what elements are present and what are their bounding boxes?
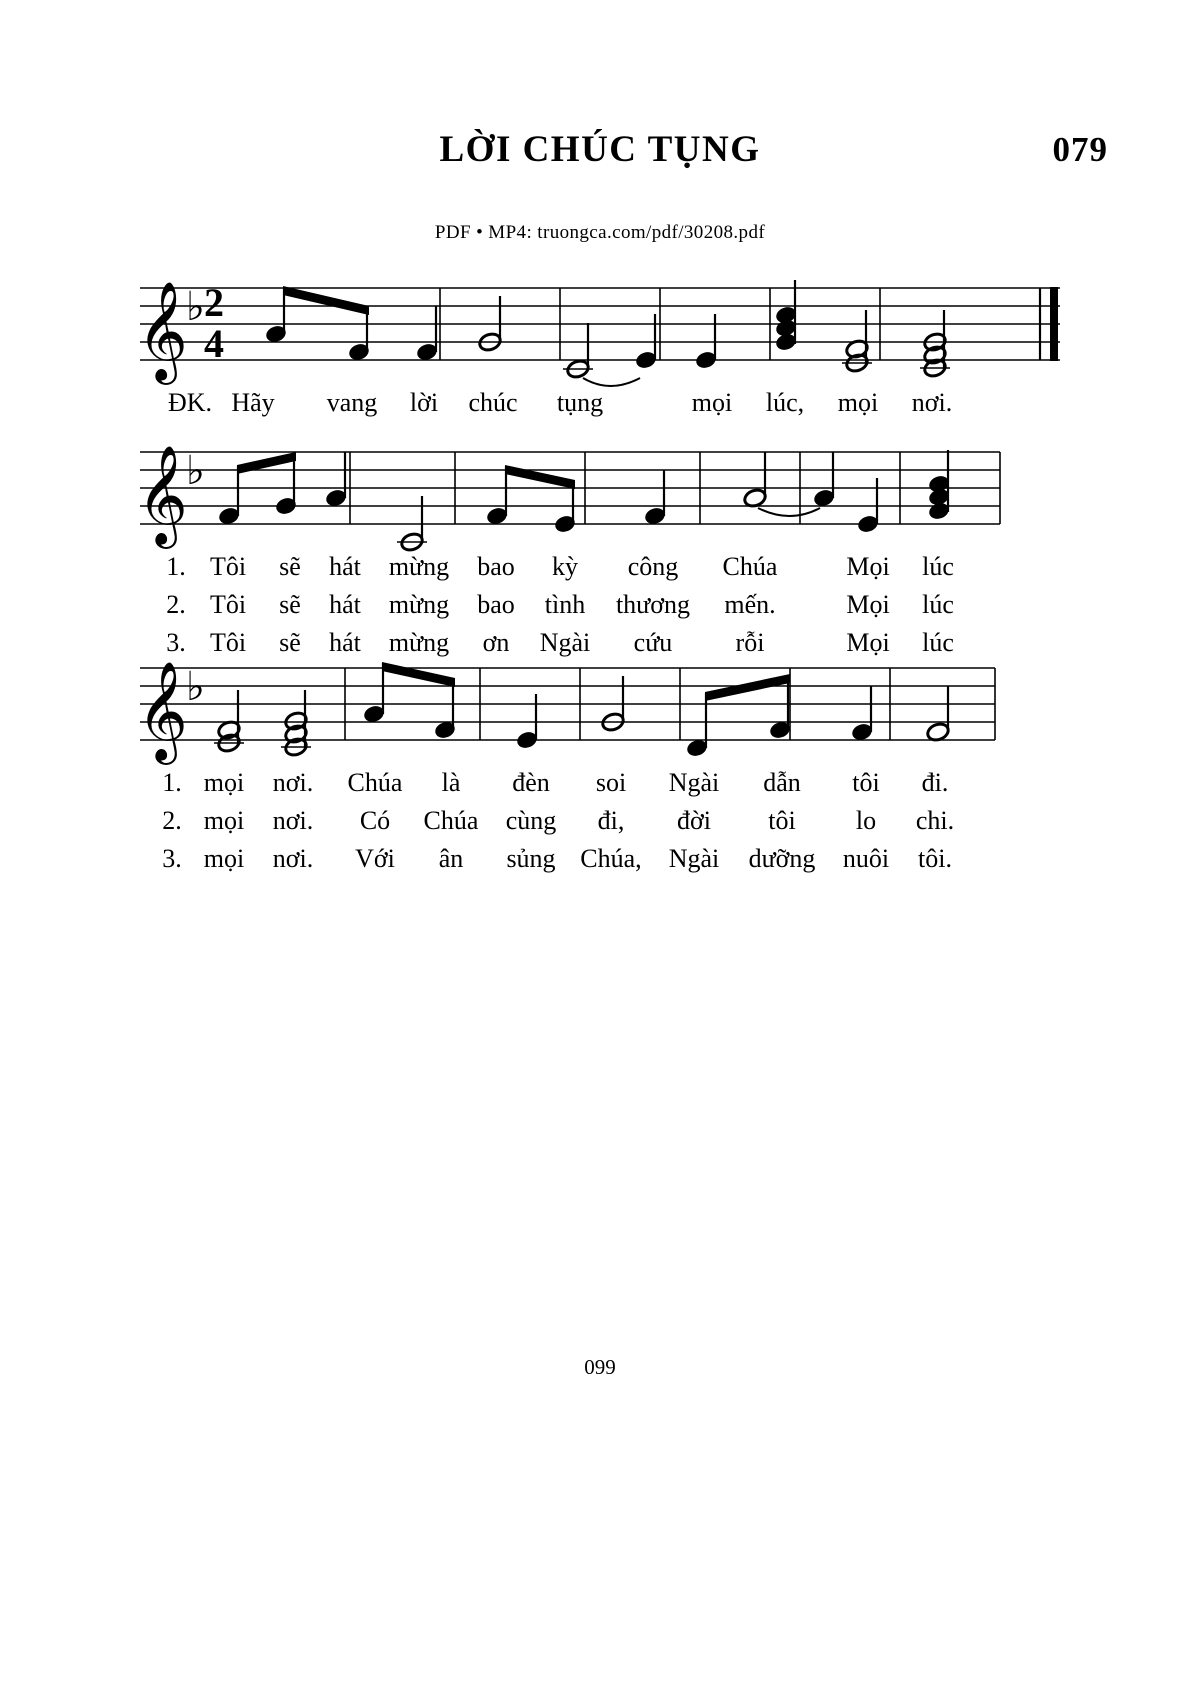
lyric-word: bao	[477, 590, 515, 619]
svg-text:♭: ♭	[186, 448, 205, 494]
lyric-word: mọi	[203, 806, 245, 835]
lyric-word: mừng	[388, 552, 450, 581]
verse-number: 2.	[166, 590, 186, 619]
svg-text:2: 2	[204, 280, 224, 325]
staff-1	[0, 268, 1200, 388]
lyric-word: Có	[359, 806, 391, 835]
lyric-word: Với	[355, 844, 395, 873]
lyric-word: mến.	[724, 590, 776, 619]
lyric-word: lúc	[922, 552, 954, 581]
lyric-word: Chúa,	[580, 844, 642, 873]
lyric-word: Tôi	[209, 590, 247, 619]
lyric-word: Chúa	[722, 552, 778, 581]
lyric-word: Ngài	[668, 844, 720, 873]
svg-text:𝄞: 𝄞	[137, 445, 188, 545]
lyric-word: Tôi	[209, 552, 247, 581]
lyric-line	[0, 590, 1200, 628]
lyric-word: nuôi	[842, 844, 890, 873]
lyric-word: công	[627, 552, 679, 581]
verse-number: 2.	[162, 806, 182, 835]
svg-text:♭: ♭	[186, 664, 205, 710]
lyric-word: tôi	[852, 768, 880, 797]
lyric-word: tôi	[768, 806, 796, 835]
lyric-word: lúc	[922, 590, 954, 619]
verse-number: 3.	[166, 628, 186, 657]
verse-number: 1.	[162, 768, 182, 797]
lyric-word: cứu	[633, 628, 673, 657]
lyric-word: vang	[326, 388, 378, 417]
lyric-word: Ngài	[668, 768, 720, 797]
lyric-line	[0, 768, 1200, 806]
lyric-word: bao	[477, 552, 515, 581]
lyric-word: tình	[544, 590, 586, 619]
lyric-word: tôi.	[918, 844, 952, 873]
lyric-word: đi,	[597, 806, 625, 835]
lyric-word: thương	[615, 590, 691, 619]
lyric-word: chi.	[915, 806, 955, 835]
lyric-word: Tôi	[209, 628, 247, 657]
lyric-word: kỳ	[552, 552, 578, 581]
svg-text:4: 4	[204, 321, 224, 366]
lyric-word: sẽ	[279, 552, 301, 581]
lyric-word: đi.	[921, 768, 949, 797]
song-number: 079	[1052, 130, 1108, 169]
staff-2	[0, 432, 1200, 552]
lyric-word: dưỡng	[748, 844, 816, 873]
lyric-word: Mọi	[846, 590, 890, 619]
lyric-word: nơi.	[272, 806, 314, 835]
svg-text:𝄞: 𝄞	[137, 661, 188, 761]
lyric-word: sẽ	[279, 628, 301, 657]
lyric-word: Chúa	[423, 806, 479, 835]
lyric-word: lúc,	[765, 388, 805, 417]
lyric-word: Ngài	[539, 628, 591, 657]
lyric-word: ân	[438, 844, 464, 873]
lyric-word: lời	[409, 388, 439, 417]
lyric-line	[0, 552, 1200, 590]
svg-text:𝄞: 𝄞	[137, 281, 188, 381]
lyric-word: lo	[855, 806, 877, 835]
lyric-word: lúc	[922, 628, 954, 657]
lyric-word: soi	[595, 768, 627, 797]
music-system-1	[0, 268, 1200, 426]
music-system-2	[0, 432, 1200, 666]
lyric-word: sẽ	[279, 590, 301, 619]
lyric-word: mọi	[203, 844, 245, 873]
lyric-line	[0, 806, 1200, 844]
lyric-word: nơi.	[272, 844, 314, 873]
lyric-word: chúc	[468, 388, 518, 417]
lyric-word: mọi	[691, 388, 733, 417]
verse-number: 3.	[162, 844, 182, 873]
verse-number: 1.	[166, 552, 186, 581]
lyric-word: đời	[677, 806, 711, 835]
lyric-word: Chúa	[347, 768, 403, 797]
lyric-word: Hãy	[231, 388, 275, 417]
lyric-word: rỗi	[735, 628, 765, 657]
svg-text:♭: ♭	[186, 284, 205, 330]
lyric-word: mừng	[388, 628, 450, 657]
page-number: 099	[584, 1355, 616, 1379]
lyric-prefix: ĐK.	[167, 388, 213, 417]
lyric-word: Mọi	[846, 552, 890, 581]
lyric-word: hát	[329, 590, 361, 619]
lyric-line	[0, 388, 1200, 426]
lyric-word: là	[441, 768, 461, 797]
lyric-word: dẫn	[763, 768, 801, 797]
lyric-word: sủng	[506, 844, 556, 873]
lyric-word: tụng	[556, 388, 604, 417]
lyric-word: hát	[329, 552, 361, 581]
lyric-line	[0, 844, 1200, 882]
lyric-word: nơi.	[911, 388, 953, 417]
music-system-3	[0, 648, 1200, 882]
lyric-word: hát	[329, 628, 361, 657]
source-link-line[interactable]: PDF • MP4: truongca.com/pdf/30208.pdf	[434, 222, 766, 243]
lyric-word: mọi	[837, 388, 879, 417]
lyric-word: nơi.	[272, 768, 314, 797]
staff-3	[0, 648, 1200, 768]
lyric-word: ơn	[482, 628, 510, 657]
lyric-word: mọi	[203, 768, 245, 797]
lyric-word: đèn	[512, 768, 550, 797]
lyric-word: cùng	[505, 806, 557, 835]
lyric-word: Mọi	[846, 628, 890, 657]
page-title: LỜI CHÚC TỤNG	[439, 129, 761, 170]
lyric-word: mừng	[388, 590, 450, 619]
